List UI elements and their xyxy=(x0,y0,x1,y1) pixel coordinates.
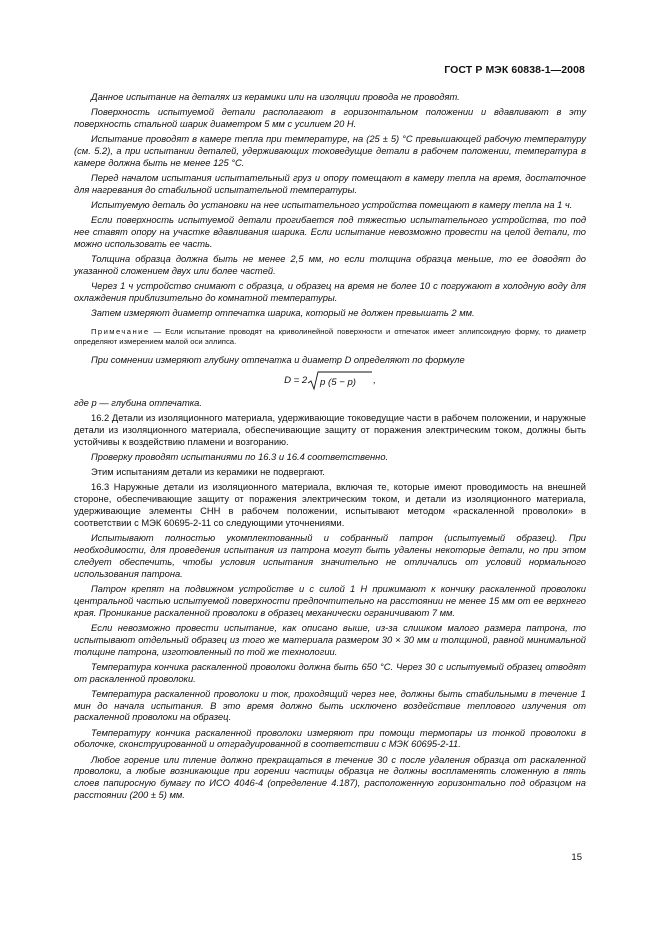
paragraph: Если невозможно провести испытание, как описано выше, из-за слишком малого размера патрона, то испытывают отдельный образец из того же материала размером 30 × 30 мм и толщиной, равной минимальной толщине патрона, изготовленный по той же технологии. xyxy=(74,622,586,657)
paragraph: Толщина образца должна быть не менее 2,5 мм, но если толщина образца меньше, то ее доводят до указанной сложением двух или более частей. xyxy=(74,254,586,276)
note xyxy=(74,327,586,347)
paragraph: Поверхность испытуемой детали располагают в горизонтальном положении и вдавливают в эту поверхность стальной шарик диаметром 5 мм с усилием 20 Н. xyxy=(74,107,586,129)
paragraph: Температура кончика раскаленной проволоки должна быть 650 °С. Через 30 с испытуемый образец отводят от раскаленной проволоки. xyxy=(74,661,586,684)
paragraph: Температуру кончика раскаленной проволоки измеряют при помощи термопары из тонкой проволоки в оболочке, сконструированной и отградуированной в соответствии с МЭК 60695-2-11. xyxy=(74,727,586,750)
paragraph: Затем измеряют диаметр отпечатка шарика, который не должен превышать 2 мм. xyxy=(91,308,475,318)
note-text: — Если испытание проводят на криволинейной поверхности и отпечаток имеет эллипсоидную форму, то диаметр определяют измерением малой оси эллипса. xyxy=(74,326,586,346)
paragraph: 16.3 Наружные детали из изоляционного материала, включая те, которые имеют проводимость на внешней стороне, обеспечивающие защиту от поражения электрическим током, и детали из изоляционного материала, удерживающие элементы СНН в рабочем положении, испытывают методом «раскаленной проволоки» в соответствии с МЭК 60695-2-11 со следующими уточнениями. xyxy=(74,482,586,528)
formula xyxy=(74,370,586,392)
sqrt-sign-icon xyxy=(307,370,373,392)
page-number: 15 xyxy=(571,852,582,863)
formula-intro: При сомнении измеряют глубину отпечатка и диаметр D определяют по формуле xyxy=(91,354,465,365)
paragraph: Испытуемую деталь до установки на нее испытательного устройства помещают в камеру тепла на 1 ч. xyxy=(91,200,573,210)
note-label: Примечание xyxy=(91,326,150,336)
paragraph: Данное испытание на деталях из керамики или на изоляции провода не проводят. xyxy=(91,92,460,102)
document-header: ГОСТ Р МЭК 60838-1—2008 xyxy=(444,64,585,76)
paragraph: Через 1 ч устройство снимают с образца, и образец на время не более 10 с погружают в холодную воду для охлаждения приблизительно до комнатной температуры. xyxy=(74,281,586,303)
formula-radicand: p (5 − p) xyxy=(320,377,357,388)
paragraph: Испытание проводят в камере тепла при температуре, на (25 ± 5) °С превышающей рабочую температуру (см. 5.2), а при испытании деталей, удерживающих токоведущие детали в рабочем положении, температура в камере должна быть не менее 125 °С. xyxy=(74,134,586,168)
paragraph: Патрон крепят на подвижном устройстве и с силой 1 Н прижимают к кончику раскаленной проволоки центральной частью испытуемой поверхности предпочтительно на расстоянии не менее 15 мм от ее верхнего края. Проникание раскаленной проволоки в образец механически ограничивают 7 мм. xyxy=(74,583,586,618)
paragraph: Перед началом испытания испытательный груз и опору помещают в камеру тепла на время, достаточное для нагревания до стабильной испытательной температуры. xyxy=(74,173,586,195)
paragraph: Этим испытаниям детали из керамики не подвергают. xyxy=(91,467,325,478)
paragraph: Любое горение или тление должно прекращаться в течение 30 с после удаления образца от раскаленной проволоки, а любые возникающие при горении частицы образца не должны воспламенять сложенную в пять слоев папиросную бумагу по ИСО 4046-4 (определение 4.187), расположенную горизонтально под образцом на расстоянии (200 ± 5) мм. xyxy=(74,754,586,801)
formula-where: где p — глубина отпечатка. xyxy=(74,398,202,408)
paragraph: 16.2 Детали из изоляционного материала, удерживающие токоведущие части в рабочем положении, и наружные детали из изоляционного материала, обеспечивающие защиту от поражения электрическим током, должны быть устойчивы к воздействию пламени и возгоранию. xyxy=(74,413,586,447)
paragraph: Испытывают полностью укомплектованный и собранный патрон (испытуемый образец). При необходимости, для проведения испытания из патрона могут быть удалены некоторые детали, но при этом следует обеспечить, чтобы условия испытания значительно не отличались от условий нормального использования патрона. xyxy=(74,533,586,579)
formula-tail: , xyxy=(373,375,376,387)
paragraph: Проверку проводят испытаниями по 16.3 и 16.4 соответственно. xyxy=(91,452,389,462)
document-body xyxy=(74,92,586,805)
formula-lhs: D = 2 xyxy=(284,375,308,387)
paragraph: Температура раскаленной проволоки и ток, проходящий через нее, должны быть стабильными в течение 1 мин до начала испытания. В это время должно быть исключено воздействие теплового излучения от раскаленной проволоки на образец. xyxy=(74,688,586,723)
paragraph: Если поверхность испытуемой детали прогибается под тяжестью испытательного устройства, то под нее ставят опору на участке вдавливания шарика. Если испытание невозможно провести на целой детали, то можно использовать ее часть. xyxy=(74,215,586,249)
